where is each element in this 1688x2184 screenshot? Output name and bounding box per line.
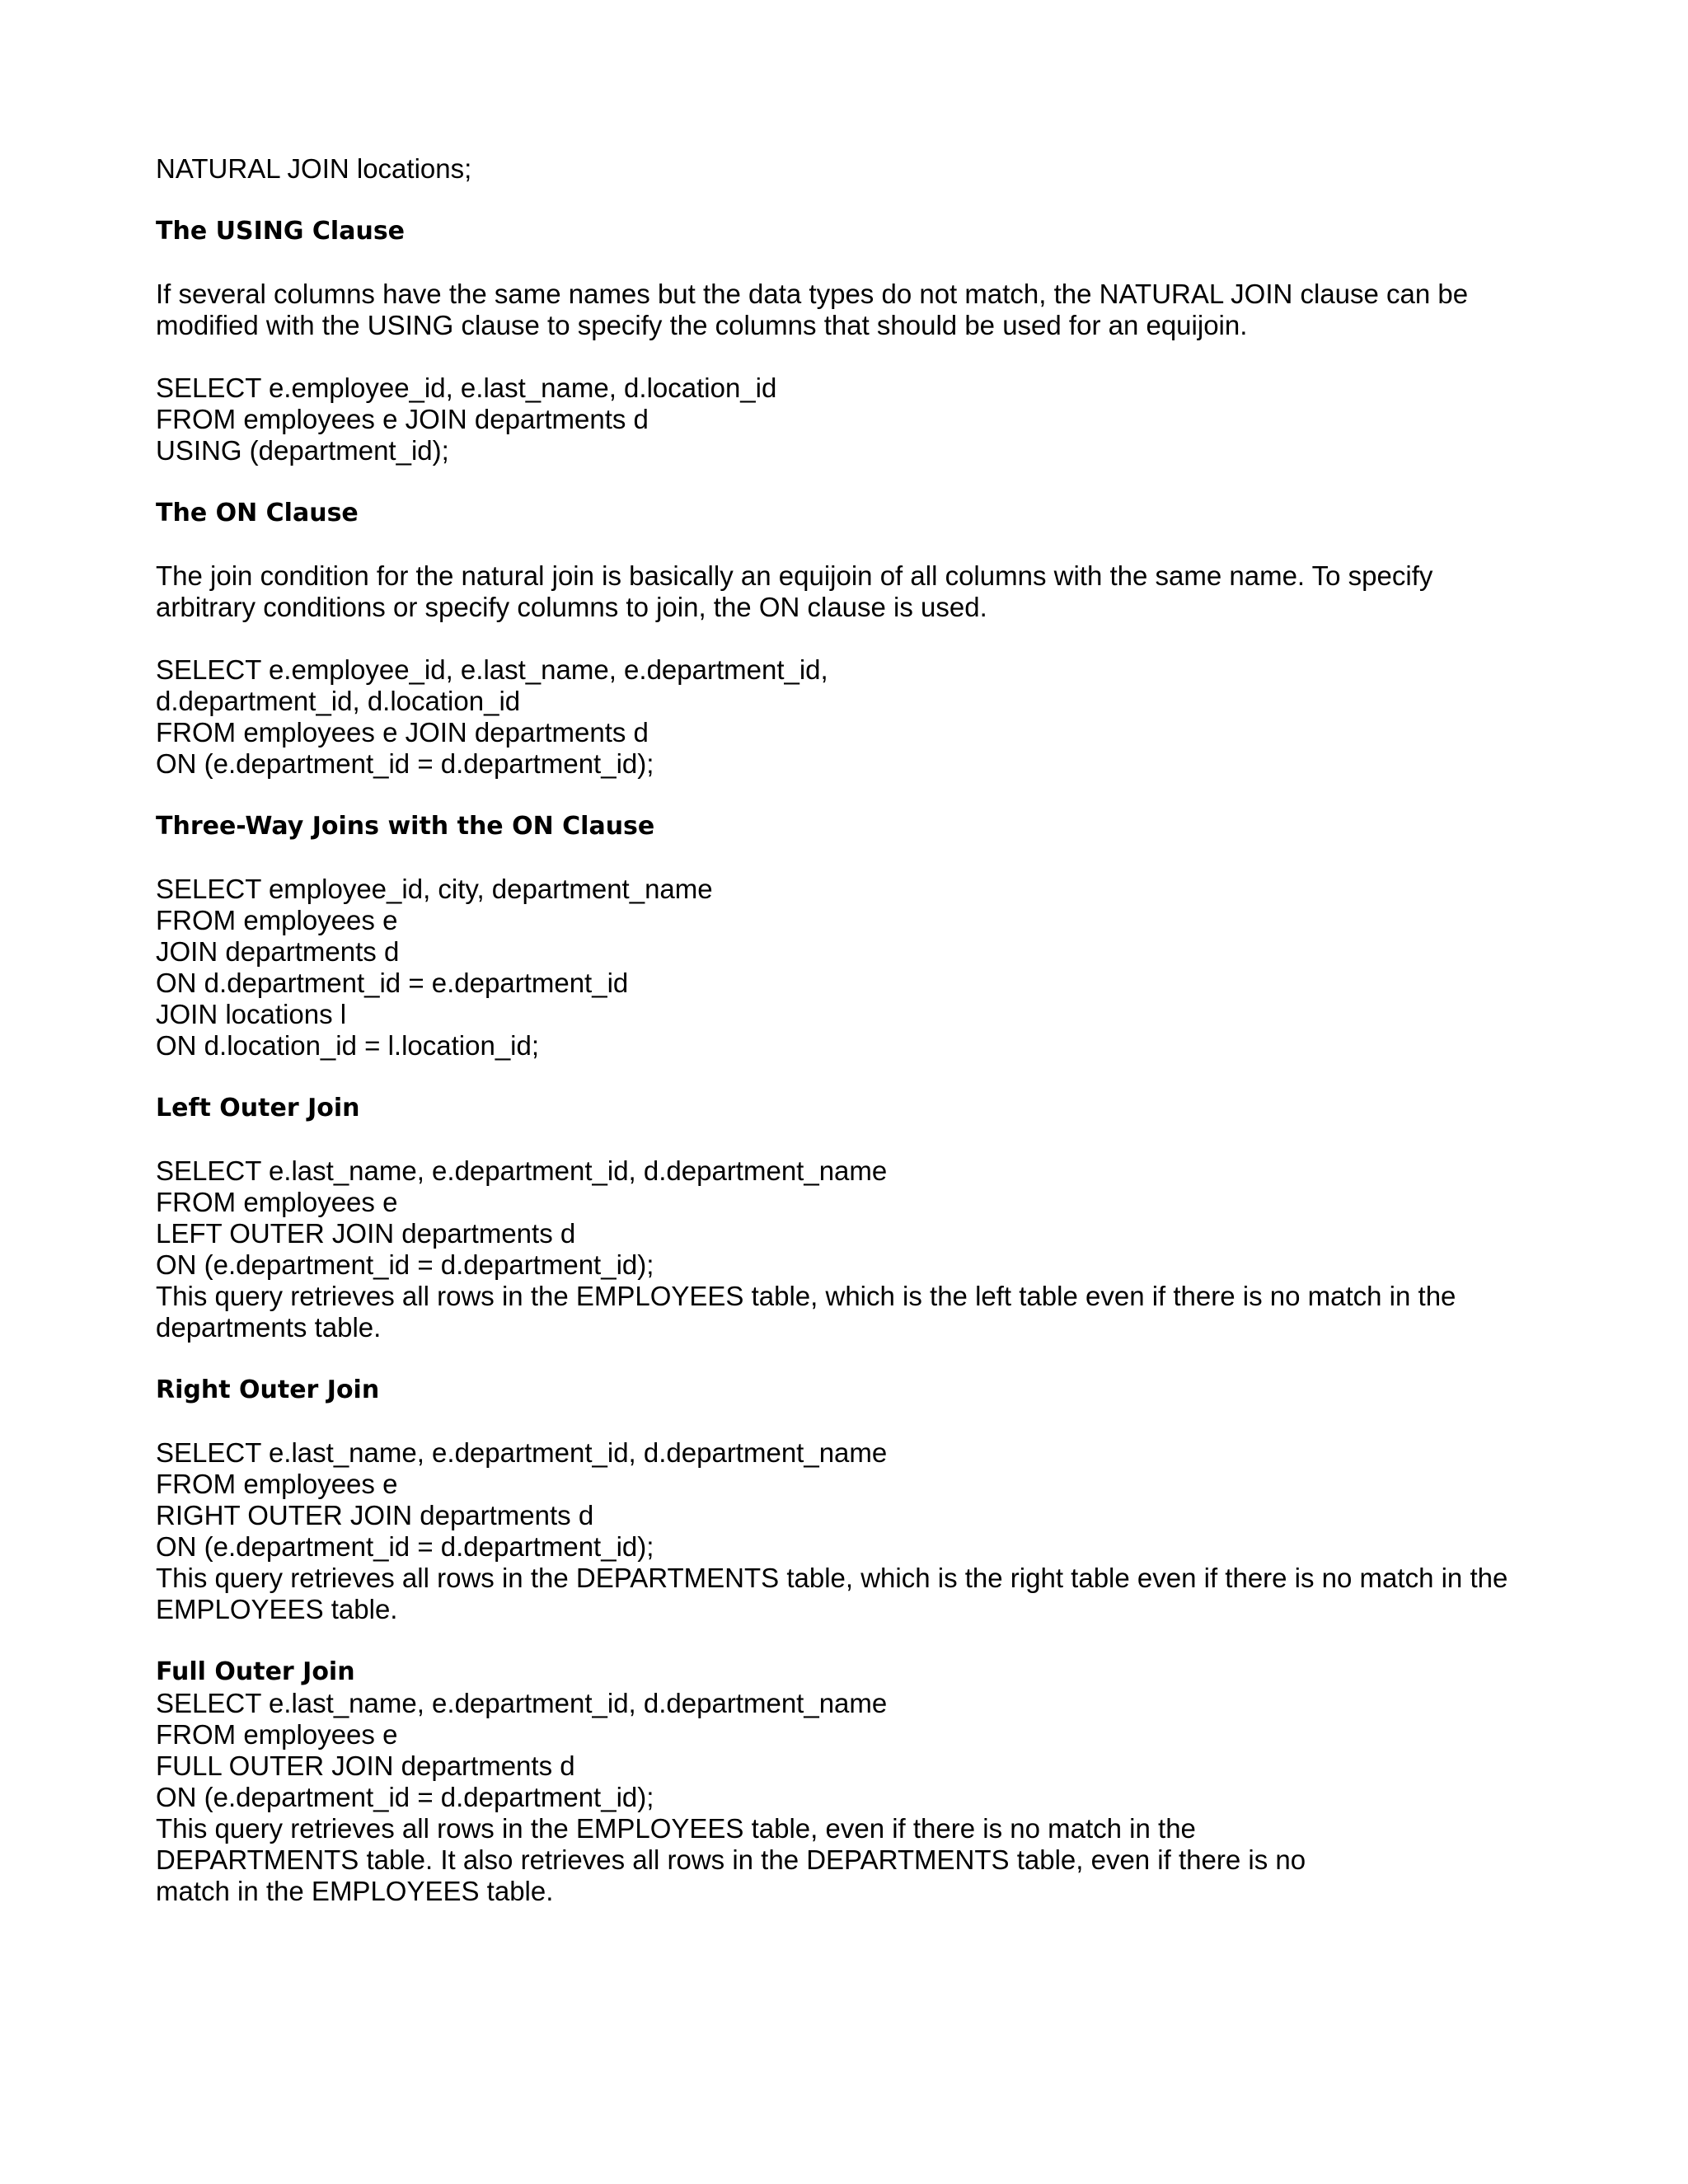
code-line: RIGHT OUTER JOIN departments d <box>156 1500 594 1530</box>
section-heading: Three-Way Joins with the ON Clause <box>156 812 655 841</box>
section-heading: The ON Clause <box>156 499 359 527</box>
paragraph-line: modified with the USING clause to specify the columns that should be used for an equijoin. <box>156 310 1248 340</box>
code-line: FROM employees e JOIN departments d <box>156 404 649 434</box>
paragraph-line: If several columns have the same names but the data types do not match, the NATURAL JOIN clause can be <box>156 279 1469 309</box>
code-line: FROM employees e <box>156 905 398 935</box>
paragraph-line: arbitrary conditions or specify columns to join, the ON clause is used. <box>156 592 987 622</box>
description-line: departments table. <box>156 1312 382 1343</box>
code-line: FROM employees e <box>156 1187 398 1217</box>
section-right-outer-join <box>156 1375 1573 1657</box>
section-using-clause <box>156 216 1573 498</box>
code-line: LEFT OUTER JOIN departments d <box>156 1218 576 1249</box>
code-line: FULL OUTER JOIN departments d <box>156 1750 575 1781</box>
code-line: ON d.location_id = l.location_id; <box>156 1030 540 1061</box>
code-line: SELECT e.employee_id, e.last_name, d.location_id <box>156 373 777 403</box>
code-line: JOIN locations l <box>156 999 347 1029</box>
section-on-clause <box>156 498 1573 811</box>
code-line: ON (e.department_id = d.department_id); <box>156 1249 654 1280</box>
code-line: FROM employees e <box>156 1719 398 1750</box>
section-heading: Full Outer Join <box>156 1657 355 1686</box>
code-line: SELECT e.last_name, e.department_id, d.department_name <box>156 1437 888 1468</box>
description-line: This query retrieves all rows in the EMPLOYEES table, even if there is no match in the <box>156 1813 1196 1844</box>
code-line: ON (e.department_id = d.department_id); <box>156 1782 654 1812</box>
description-line: This query retrieves all rows in the EMPLOYEES table, which is the left table even if there is no match in the <box>156 1281 1456 1311</box>
code-line: JOIN departments d <box>156 936 400 967</box>
code-line: ON (e.department_id = d.department_id); <box>156 1531 654 1562</box>
section-three-way-joins <box>156 811 1573 1093</box>
paragraph-line: The join condition for the natural join is basically an equijoin of all columns with the same name. To specify <box>156 560 1433 591</box>
code-line: d.department_id, d.location_id <box>156 686 521 716</box>
code-line: ON d.department_id = e.department_id <box>156 968 629 998</box>
code-line: ON (e.department_id = d.department_id); <box>156 748 654 779</box>
description-line: This query retrieves all rows in the DEPARTMENTS table, which is the right table even if there is no match in the <box>156 1563 1508 1593</box>
document-body <box>156 153 1573 1907</box>
description-line: match in the EMPLOYEES table. <box>156 1876 554 1906</box>
intro-code-line: NATURAL JOIN locations; <box>156 153 472 184</box>
description-line: EMPLOYEES table. <box>156 1594 398 1624</box>
section-heading: The USING Clause <box>156 217 406 246</box>
code-line: SELECT e.employee_id, e.last_name, e.department_id, <box>156 654 828 685</box>
section-full-outer-join <box>156 1657 1573 1907</box>
code-line: USING (department_id); <box>156 435 449 466</box>
code-line: FROM employees e <box>156 1469 398 1499</box>
code-line: FROM employees e JOIN departments d <box>156 717 649 748</box>
section-heading: Right Outer Join <box>156 1376 380 1404</box>
code-line: SELECT e.last_name, e.department_id, d.department_name <box>156 1688 888 1718</box>
code-line: SELECT employee_id, city, department_name <box>156 874 713 904</box>
section-left-outer-join <box>156 1093 1573 1375</box>
description-line: DEPARTMENTS table. It also retrieves all rows in the DEPARTMENTS table, even if there is no <box>156 1844 1306 1875</box>
section-heading: Left Outer Join <box>156 1094 360 1122</box>
code-line: SELECT e.last_name, e.department_id, d.department_name <box>156 1155 888 1186</box>
